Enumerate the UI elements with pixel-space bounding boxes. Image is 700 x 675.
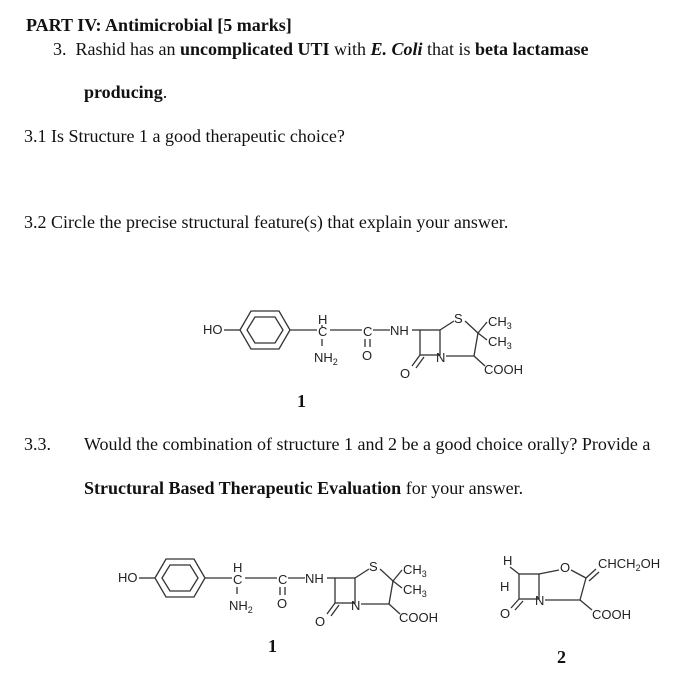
question-3-number: 3. bbox=[53, 39, 67, 59]
s2-ring-nitrogen: N bbox=[535, 593, 545, 608]
s1b-ho-label: HO bbox=[118, 570, 138, 585]
s1-lactam-oxygen: O bbox=[400, 366, 411, 381]
s1-ho-label: HO bbox=[203, 322, 223, 337]
structure-1-label: 1 bbox=[297, 391, 306, 411]
producing-word: producing bbox=[84, 82, 163, 102]
s1-alpha-h: H bbox=[318, 312, 328, 327]
s2-carboxyl: COOH bbox=[592, 607, 631, 622]
s1-carbonyl-oxygen: O bbox=[362, 348, 373, 363]
organism-name: E. Coli bbox=[370, 39, 423, 59]
beta-lactamase-phrase: beta lactamase bbox=[475, 39, 589, 59]
s1b-amide-nh: NH bbox=[305, 571, 324, 586]
s1b-ring-nitrogen: N bbox=[351, 598, 361, 613]
evaluation-phrase: Structural Based Therapeutic Evaluation bbox=[84, 478, 402, 498]
s2-hydroxyethylidene: $CHCH_2OH$ bbox=[598, 556, 661, 573]
s1-methyl-a: $CH_3$ bbox=[488, 314, 512, 331]
structure-2-label: 2 bbox=[557, 647, 566, 667]
s1b-carboxyl: COOH bbox=[399, 610, 438, 625]
question-3-2: 3.2 Circle the precise structural feature(s) that explain your answer. bbox=[24, 212, 509, 232]
s2-lactam-oxygen: O bbox=[500, 606, 511, 621]
s1-methyl-b: $CH_3$ bbox=[488, 334, 512, 351]
s1b-amine: $NH_2$ bbox=[229, 598, 253, 615]
s1b-methyl-a: $CH_3$ bbox=[403, 562, 427, 579]
question-3-3-text: Would the combination of structure 1 and 2 be a good choice orally? Provide a bbox=[84, 434, 651, 454]
s1-amide-nh: NH bbox=[390, 323, 409, 338]
question-3-text: Rashid has an bbox=[75, 39, 180, 59]
structure-1-repeat-label: 1 bbox=[268, 636, 277, 656]
s2-ring-oxygen: O bbox=[560, 560, 571, 575]
uti-phrase: uncomplicated UTI bbox=[179, 39, 330, 59]
part-title: PART IV: Antimicrobial [5 marks] bbox=[26, 15, 292, 35]
s1-ring-nitrogen: N bbox=[436, 350, 446, 365]
s1b-alpha-h: H bbox=[233, 560, 243, 575]
s1b-carbonyl-oxygen: O bbox=[277, 596, 288, 611]
s2-h-side: H bbox=[500, 579, 510, 594]
s1b-carbonyl-carbon: C bbox=[278, 572, 288, 587]
s1b-sulfur: S bbox=[369, 559, 378, 574]
s1-carboxyl: COOH bbox=[484, 362, 523, 377]
s1-amine: $NH_2$ bbox=[314, 350, 338, 367]
question-3-1: 3.1 Is Structure 1 a good therapeutic choice? bbox=[24, 126, 345, 146]
question-3-with: with bbox=[329, 39, 371, 59]
s2-h-top: H bbox=[503, 553, 513, 568]
question-3-period: . bbox=[162, 82, 168, 102]
s1b-alpha-carbon: C bbox=[233, 572, 243, 587]
s1-carbonyl-carbon: C bbox=[363, 324, 373, 339]
question-3-3-number: 3.3. bbox=[24, 434, 51, 454]
question-3-3-rest: for your answer. bbox=[401, 478, 524, 498]
s1b-methyl-b: $CH_3$ bbox=[403, 582, 427, 599]
s1-alpha-carbon: C bbox=[318, 324, 328, 339]
s1b-lactam-oxygen: O bbox=[315, 614, 326, 629]
s1-sulfur: S bbox=[454, 311, 463, 326]
question-3-that-is: that is bbox=[422, 39, 476, 59]
